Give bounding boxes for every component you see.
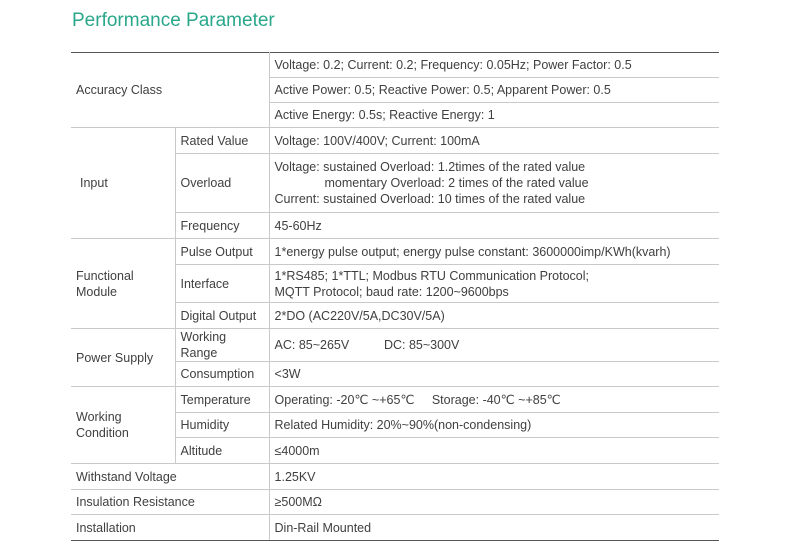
cell-withstand-voltage: 1.25KV bbox=[269, 464, 719, 490]
table-row bbox=[71, 329, 719, 362]
cell-consumption: <3W bbox=[269, 362, 719, 387]
sub-label-altitude: Altitude bbox=[175, 438, 269, 464]
interface-line1: 1*RS485; 1*TTL; Modbus RTU Communication Protocol; bbox=[274, 268, 590, 283]
row-label-working-condition: Working Condition bbox=[71, 387, 175, 464]
overload-line2: momentary Overload: 2 times of the rated value bbox=[324, 176, 589, 190]
page-title: Performance Parameter bbox=[72, 10, 275, 31]
cell-digital-output: 2*DO (AC220V/5A,DC30V/5A) bbox=[269, 303, 719, 329]
cell-pulse-output: 1*energy pulse output; energy pulse constant: 3600000imp/KWh(kvarh) bbox=[269, 239, 719, 265]
sub-label-overload: Overload bbox=[175, 154, 269, 213]
cell-humidity: Related Humidity: 20%~90%(non-condensing) bbox=[269, 413, 719, 438]
table-row bbox=[71, 128, 719, 154]
cell-overload bbox=[269, 154, 719, 213]
cell-altitude: ≤4000m bbox=[269, 438, 719, 464]
table-row bbox=[71, 239, 719, 265]
cell-insulation-resistance: ≥500MΩ bbox=[269, 490, 719, 515]
overload-line3: Current: sustained Overload: 10 times of the rated value bbox=[274, 192, 586, 206]
table-row bbox=[71, 515, 719, 541]
sub-label-interface: Interface bbox=[175, 265, 269, 303]
row-label-installation: Installation bbox=[71, 515, 269, 541]
cell-accuracy-line1: Voltage: 0.2; Current: 0.2; Frequency: 0.05Hz; Power Factor: 0.5 bbox=[269, 53, 719, 78]
cell-installation: Din-Rail Mounted bbox=[269, 515, 719, 541]
table-row bbox=[71, 490, 719, 515]
cell-working-range: AC: 85~265V DC: 85~300V bbox=[269, 329, 719, 362]
sub-label-frequency: Frequency bbox=[175, 213, 269, 239]
row-label-withstand-voltage: Withstand Voltage bbox=[71, 464, 269, 490]
cell-rated-value: Voltage: 100V/400V; Current: 100mA bbox=[269, 128, 719, 154]
row-label-input bbox=[71, 128, 175, 239]
cell-accuracy-line3: Active Energy: 0.5s; Reactive Energy: 1 bbox=[269, 103, 719, 128]
interface-line2: MQTT Protocol; baud rate: 1200~9600bps bbox=[274, 284, 509, 299]
sub-label-working-range: Working Range bbox=[175, 329, 269, 362]
sub-label-digital-output: Digital Output bbox=[175, 303, 269, 329]
table-row bbox=[71, 53, 719, 78]
sub-label-consumption: Consumption bbox=[175, 362, 269, 387]
table-row bbox=[71, 464, 719, 490]
sub-label-pulse-output: Pulse Output bbox=[175, 239, 269, 265]
cell-interface bbox=[269, 265, 719, 303]
cell-accuracy-line2: Active Power: 0.5; Reactive Power: 0.5; Apparent Power: 0.5 bbox=[269, 78, 719, 103]
row-label-insulation-resistance: Insulation Resistance bbox=[71, 490, 269, 515]
sub-label-temperature: Temperature bbox=[175, 387, 269, 413]
performance-parameter-table bbox=[71, 52, 719, 541]
sub-label-humidity: Humidity bbox=[175, 413, 269, 438]
row-label-functional-module: Functional Module bbox=[71, 239, 175, 329]
overload-line1: Voltage: sustained Overload: 1.2times of the rated value bbox=[274, 160, 586, 174]
input-label-text: Input bbox=[80, 176, 108, 190]
cell-temperature: Operating: -20℃ ~+65℃ Storage: -40℃ ~+85℃ bbox=[269, 387, 719, 413]
row-label-power-supply: Power Supply bbox=[71, 329, 175, 387]
table-row bbox=[71, 387, 719, 413]
row-label-accuracy-class: Accuracy Class bbox=[71, 53, 269, 128]
sub-label-rated-value: Rated Value bbox=[175, 128, 269, 154]
cell-frequency: 45-60Hz bbox=[269, 213, 719, 239]
